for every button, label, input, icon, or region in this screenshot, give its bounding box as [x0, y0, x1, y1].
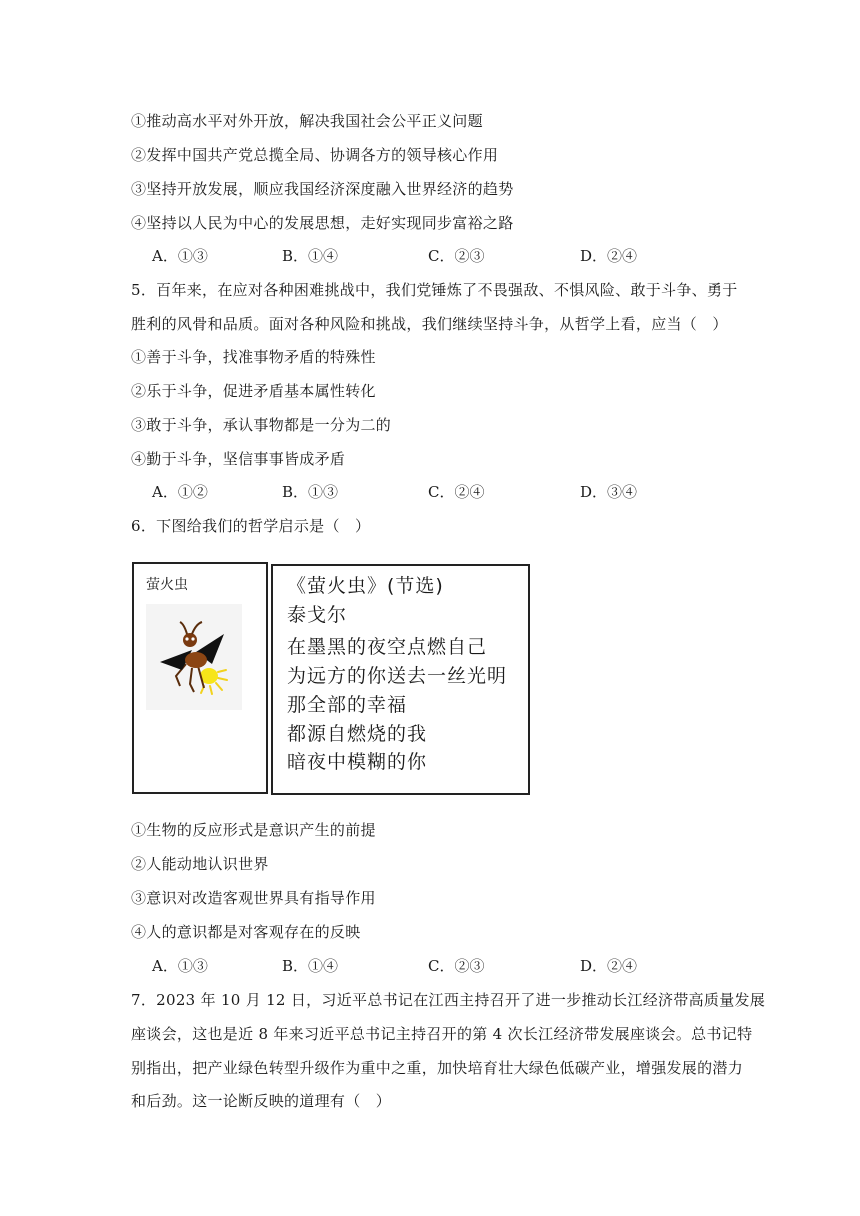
q6-item-4: ④人的意识都是对客观存在的反映: [131, 923, 361, 941]
q6-option-b: B．①④: [282, 957, 339, 975]
q5-item-2: ②乐于斗争，促进矛盾基本属性转化: [131, 382, 376, 400]
q4-option-a: A．①③: [152, 247, 208, 265]
q5-option-d: D．③④: [580, 483, 638, 501]
q7-stem-line-2: 座谈会，这也是近 8 年来习近平总书记主持召开的第 4 次长江经济带发展座谈会。总书记特: [131, 1025, 753, 1043]
q6-option-a: A．①③: [152, 957, 208, 975]
poem-line-3: 那全部的幸福: [287, 694, 408, 716]
q6-item-3: ③意识对改造客观世界具有指导作用: [131, 889, 376, 907]
q5-option-c: C．②④: [428, 483, 485, 501]
q4-item-1: ①推动高水平对外开放，解决我国社会公平正义问题: [131, 112, 483, 130]
q5-item-3: ③敢于斗争，承认事物都是一分为二的: [131, 416, 392, 434]
q4-option-b: B．①④: [282, 247, 339, 265]
poem-line-2: 为远方的你送去一丝光明: [287, 665, 508, 687]
q4-item-3: ③坚持开放发展，顺应我国经济深度融入世界经济的趋势: [131, 180, 514, 198]
q4-item-4: ④坚持以人民为中心的发展思想，走好实现同步富裕之路: [131, 214, 514, 232]
q6-item-1: ①生物的反应形式是意识产生的前提: [131, 821, 376, 839]
poem-author: 泰戈尔: [287, 604, 348, 626]
q5-option-b: B．①③: [282, 483, 339, 501]
poem-card: [271, 564, 530, 795]
q7-stem-line-4: 和后劲。这一论断反映的道理有（ ）: [131, 1092, 392, 1110]
q5-stem-line-2: 胜利的风骨和品质。面对各种风险和挑战，我们继续坚持斗争，从哲学上看，应当（ ）: [131, 315, 728, 333]
q5-stem-line-1: 5．百年来，在应对各种困难挑战中，我们党锤炼了不畏强敌、不惧风险、敢于斗争、勇于: [131, 281, 738, 299]
q6-item-2: ②人能动地认识世界: [131, 855, 269, 873]
q5-option-a: A．①②: [152, 483, 208, 501]
q5-item-1: ①善于斗争，找准事物矛盾的特殊性: [131, 348, 376, 366]
q7-stem-line-3: 别指出，把产业绿色转型升级作为重中之重，加快培育壮大绿色低碳产业，增强发展的潜力: [131, 1059, 744, 1077]
firefly-card-title: 萤火虫: [146, 577, 188, 593]
poem-line-4: 都源自燃烧的我: [287, 723, 428, 745]
q4-option-d: D．②④: [580, 247, 638, 265]
q4-option-c: C．②③: [428, 247, 485, 265]
q6-stem: 6．下图给我们的哲学启示是（ ）: [131, 517, 371, 535]
q7-stem-line-1: 7．2023 年 10 月 12 日，习近平总书记在江西主持召开了进一步推动长江经济带高质量发展: [131, 991, 766, 1009]
firefly-card: [132, 562, 268, 794]
poem-title: 《萤火虫》(节选): [287, 575, 444, 597]
poem-line-1: 在墨黑的夜空点燃自己: [287, 636, 488, 658]
q4-item-2: ②发挥中国共产党总揽全局、协调各方的领导核心作用: [131, 146, 499, 164]
poem-line-5: 暗夜中模糊的你: [287, 751, 428, 773]
q5-item-4: ④勤于斗争，坚信事事皆成矛盾: [131, 450, 346, 468]
firefly-illustration: [146, 604, 242, 710]
firefly-icon: [146, 604, 242, 710]
q6-option-d: D．②④: [580, 957, 638, 975]
q6-option-c: C．②③: [428, 957, 485, 975]
